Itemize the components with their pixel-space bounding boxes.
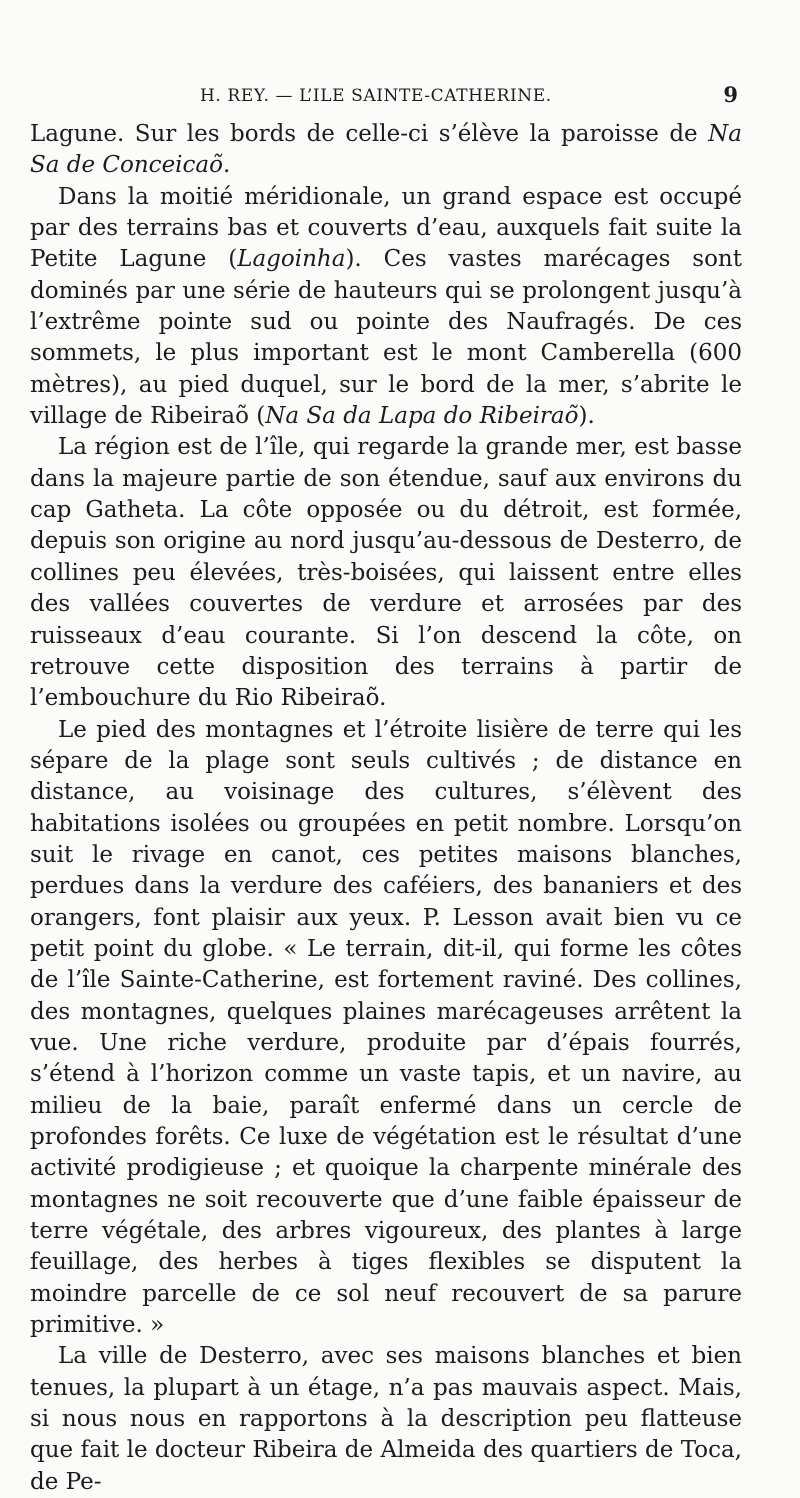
running-title: H. REY. — L’ILE SAINTE-CATHERINE. (200, 86, 552, 106)
village-church-name: Na Sa da Lapa do Ribeiraõ (265, 403, 579, 430)
paragraph-5: La ville de Desterro, avec ses maisons blanches et bien tenues, la plupart à un étage, n’a pas mauvais aspect. Mais, si nous nous en rapportons à la description peu flatteuse que fait le docteur Ribeira de Almeida des quartiers de Toca, de Pe- (30, 1343, 742, 1495)
paragraph-4: Le pied des montagnes et l’étroite lisière de terre qui les sépare de la plage sont seuls cultivés ; de distance en distance, au voisinage des cultures, s’élèvent des habitations isolées ou groupées en petit nombre. Lorsqu’on suit le rivage en canot, ces petites maisons blanches, perdues dans la verdure des caféiers, des bananiers et des orangers, font plaisir aux yeux. P. Lesson avait bien vu ce petit point du globe. « Le terrain, dit-il, qui forme les côtes de l’île Sainte-Catherine, est fortement raviné. Des collines, des montagnes, quelques plaines marécageuses arrêtent la vue. Une riche verdure, produite par d’épais fourrés, s’étend à l’horizon comme un vaste tapis, et un navire, au milieu de la baie, paraît enfermé dans un cercle de profondes forêts. Ce luxe de végétation est le résultat d’une activité prodigieuse ; et quoique la charpente minérale des montagnes ne soit recouverte que d’une faible épaisseur de terre végétale, des arbres vigoureux, des plantes à large feuillage, des herbes à tiges flexibles se disputent la moindre parcelle de ce sol neuf recouvert de sa parure primitive. » (30, 716, 742, 1339)
body-text (30, 119, 742, 1498)
paragraph-1: Lagune. Sur les bords de celle-ci s’élève la paroisse de Na Sa de Conceicaõ. (30, 121, 742, 179)
paragraph-2: Dans la moitié méridionale, un grand espace est occupé par des terrains bas et couverts d’eau, auxquels fait suite la Petite Lagune (Lagoinha). Ces vastes marécages sont dominés par une série de hauteurs qui se prolongent jusqu’à l’extrême pointe sud ou pointe des Naufragés. De ces sommets, le plus important est le mont Camberella (600 mètres), au pied duquel, sur le bord de la mer, s’abrite le village de Ribeiraõ (Na Sa da Lapa do Ribeiraõ). (30, 183, 742, 430)
page-number: 9 (723, 82, 738, 107)
page-header (30, 80, 742, 114)
paragraph-3: La région est de l’île, qui regarde la grande mer, est basse dans la majeure partie de son étendue, sauf aux environs du cap Gatheta. La côte opposée ou du détroit, est formée, depuis son origine au nord jusqu’au-dessous de Desterro, de collines peu élevées, très-boisées, qui laissent entre elles des vallées couvertes de verdure et arrosées par des ruisseaux d’eau courante. Si l’on descend la côte, on retrouve cette disposition des terrains à partir de l’embouchure du Rio Ribeiraõ. (30, 434, 742, 712)
parish-name: Na Sa de Conceicaõ (30, 121, 742, 179)
lagoon-name: Lagoinha (237, 246, 346, 273)
